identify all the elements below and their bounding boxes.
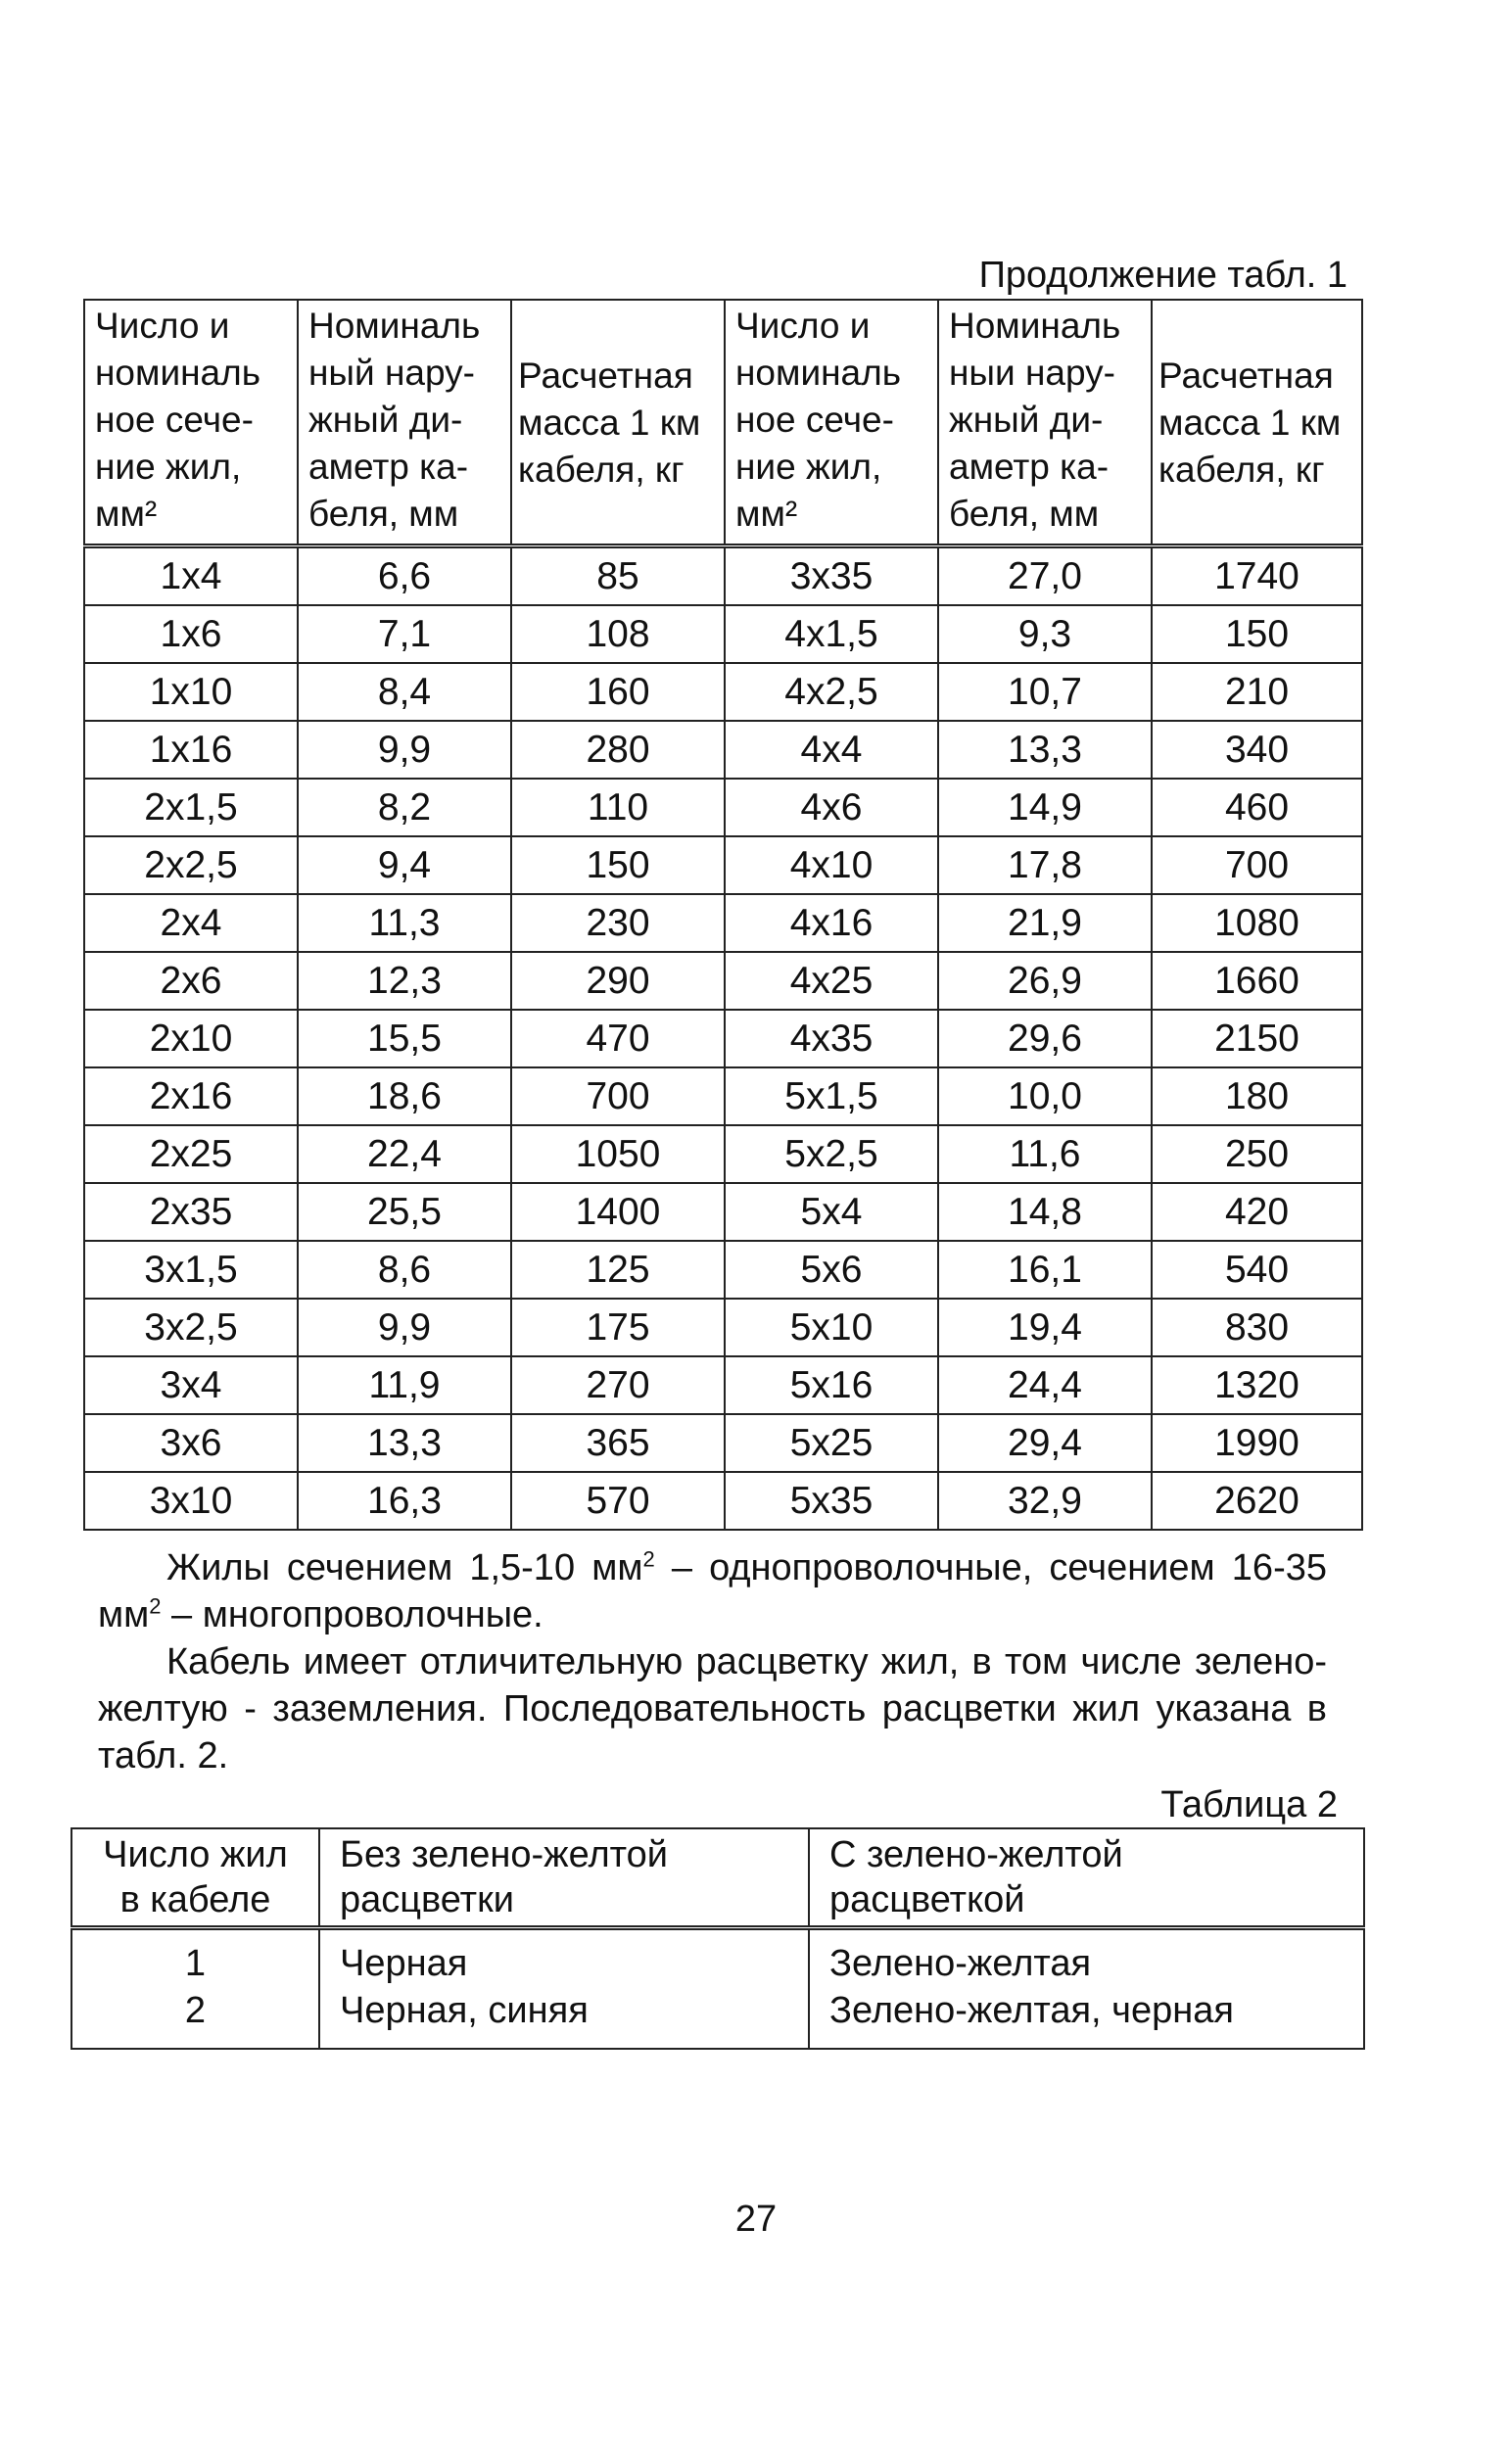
table-cell: Черная, синяя [319,1987,809,2049]
header-cores-section: Число и номиналь ное сече- ние жил, мм² [84,300,298,546]
table-cell: Зелено-желтая [809,1928,1364,1988]
table-cell: 21,9 [938,894,1152,952]
table-cell: 1x4 [84,546,298,606]
table-cell: 17,8 [938,836,1152,894]
table-cell: 29,4 [938,1414,1152,1472]
table-cell: 1 [71,1928,319,1988]
table-cell: 700 [511,1067,725,1125]
table-cell: 1320 [1152,1356,1362,1414]
table-cell: 175 [511,1299,725,1356]
table-cell: 1080 [1152,894,1362,952]
table-cell: 2x25 [84,1125,298,1183]
table-cell: 1740 [1152,546,1362,606]
table-row [84,779,1362,836]
table2-caption: Таблица 2 [1160,1784,1338,1825]
table-cell: 150 [511,836,725,894]
paragraph-cores [98,1544,1327,1638]
table-cell: 27,0 [938,546,1152,606]
table-cell: 9,3 [938,605,1152,663]
table-row [84,605,1362,663]
table-row [84,1414,1362,1472]
table-row [84,1067,1362,1125]
table-cell: 2x10 [84,1010,298,1067]
table-cell: 11,6 [938,1125,1152,1183]
table-row [84,546,1362,606]
table-row [84,663,1362,721]
table-cell: 3x2,5 [84,1299,298,1356]
table-cell: 32,9 [938,1472,1152,1530]
table-cell: 700 [1152,836,1362,894]
table-cell: 4x35 [725,1010,938,1067]
table-cell: 9,9 [298,1299,511,1356]
table-cell: 210 [1152,663,1362,721]
header-mass-2: Расчетная масса 1 км кабеля, кг [1152,300,1362,546]
table2-header-row [71,1828,1364,1928]
table-cell: 3x6 [84,1414,298,1472]
table-cell: 9,4 [298,836,511,894]
table-cell: 2x35 [84,1183,298,1241]
paragraph-cores-part3: – многопроволочные. [161,1594,543,1635]
table-row [84,1299,1362,1356]
table-cell: 10,0 [938,1067,1152,1125]
table-row [71,1928,1364,1988]
table-cell: 470 [511,1010,725,1067]
table-cell: 3x10 [84,1472,298,1530]
header-mass: Расчетная масса 1 км кабеля, кг [511,300,725,546]
table-cell: 11,9 [298,1356,511,1414]
table-cell: 2x6 [84,952,298,1010]
table-cell: 180 [1152,1067,1362,1125]
table-cell: 460 [1152,779,1362,836]
page-number: 27 [734,2199,778,2240]
table-cell: 25,5 [298,1183,511,1241]
paragraph-coloring-text: Кабель имеет отличительную расцветку жил, в том числе зелено-желтую - заземления. Последовательность расцветки жил указана в табл. 2. [98,1641,1327,1776]
table1-header-row [84,300,1362,546]
table-row [84,1472,1362,1530]
table-cell: 9,9 [298,721,511,779]
table-cell: 160 [511,663,725,721]
table-cell: 4x1,5 [725,605,938,663]
table-cell: 29,6 [938,1010,1152,1067]
table-cell: 10,7 [938,663,1152,721]
table-cell: 4x10 [725,836,938,894]
paragraph-cores-part2: – однопроволочные, сечением 16-35 мм [98,1547,1327,1635]
header-cores-section-2: Число и номиналь ное сече- ние жил, мм² [725,300,938,546]
table-cell: 365 [511,1414,725,1472]
header-with-green-yellow: С зелено-желтой расцветкой [809,1828,1364,1928]
table-cell: 4x2,5 [725,663,938,721]
table-row [84,1010,1362,1067]
table-cell: 5x10 [725,1299,938,1356]
table-cell: 13,3 [298,1414,511,1472]
table-cell: 5x25 [725,1414,938,1472]
table-cell: 1050 [511,1125,725,1183]
table-cell: 16,3 [298,1472,511,1530]
table-row [84,836,1362,894]
table-cell: 2 [71,1987,319,2049]
table-cell: 5x1,5 [725,1067,938,1125]
table-cell: 1660 [1152,952,1362,1010]
table-cell: 1990 [1152,1414,1362,1472]
header-outer-diameter-2: Номиналь ныи нару- жный ди- аметр ка- беля, мм [938,300,1152,546]
table-cell: 5x2,5 [725,1125,938,1183]
table-cell: 3x35 [725,546,938,606]
table-row [84,721,1362,779]
table1-caption: Продолжение табл. 1 [978,255,1347,296]
table-cell: 13,3 [938,721,1152,779]
table-cell: 570 [511,1472,725,1530]
table-cell: 4x16 [725,894,938,952]
table-row [84,1241,1362,1299]
table-cell: 18,6 [298,1067,511,1125]
table-row [71,1987,1364,2049]
table-cell: 108 [511,605,725,663]
table-cell: 1400 [511,1183,725,1241]
table-cell: 5x4 [725,1183,938,1241]
table-cell: 2x4 [84,894,298,952]
table-cell: 5x6 [725,1241,938,1299]
table-cell: 3x4 [84,1356,298,1414]
table-cell: 2150 [1152,1010,1362,1067]
table-cell: 150 [1152,605,1362,663]
table-cell: 250 [1152,1125,1362,1183]
table-cell: 4x6 [725,779,938,836]
table-cell: 2620 [1152,1472,1362,1530]
table-cell: 11,3 [298,894,511,952]
table-cell: 7,1 [298,605,511,663]
table-cell: 8,4 [298,663,511,721]
table-cell: 85 [511,546,725,606]
table-row [84,1356,1362,1414]
table-cell: 12,3 [298,952,511,1010]
table-cell: Зелено-желтая, черная [809,1987,1364,2049]
table-cell: 15,5 [298,1010,511,1067]
table-cell: 540 [1152,1241,1362,1299]
table-cell: 230 [511,894,725,952]
table-cell: 2x1,5 [84,779,298,836]
table-cell: 4x4 [725,721,938,779]
table-cell: 5x16 [725,1356,938,1414]
table-cell: 280 [511,721,725,779]
table-cell: 14,9 [938,779,1152,836]
table-row [84,1183,1362,1241]
table-row [84,952,1362,1010]
header-core-count: Число жил в кабеле [71,1828,319,1928]
table-cell: 26,9 [938,952,1152,1010]
paragraph-cores-part1: Жилы сечением 1,5-10 мм [166,1547,643,1588]
table-cell: 290 [511,952,725,1010]
table-row [84,1125,1362,1183]
table-cell: 110 [511,779,725,836]
paragraph-coloring [98,1638,1327,1779]
table-cell: 1x6 [84,605,298,663]
core-coloring-table [71,1827,1365,2050]
header-outer-diameter: Номиналь ный нару- жный ди- аметр ка- беля, мм [298,300,511,546]
table-cell: 125 [511,1241,725,1299]
superscript: 2 [642,1546,655,1572]
superscript: 2 [149,1593,162,1619]
table-cell: 3x1,5 [84,1241,298,1299]
table-cell: 6,6 [298,546,511,606]
table-cell: Черная [319,1928,809,1988]
table-cell: 8,2 [298,779,511,836]
table-cell: 270 [511,1356,725,1414]
table-row [84,894,1362,952]
table-cell: 8,6 [298,1241,511,1299]
table-cell: 14,8 [938,1183,1152,1241]
table-cell: 5x35 [725,1472,938,1530]
table-cell: 2x16 [84,1067,298,1125]
table-cell: 830 [1152,1299,1362,1356]
table-cell: 340 [1152,721,1362,779]
table-cell: 22,4 [298,1125,511,1183]
table-cell: 420 [1152,1183,1362,1241]
table-cell: 4x25 [725,952,938,1010]
table-cell: 1x16 [84,721,298,779]
table-cell: 16,1 [938,1241,1152,1299]
table-cell: 24,4 [938,1356,1152,1414]
table-cell: 19,4 [938,1299,1152,1356]
header-without-green-yellow: Без зелено-желтой расцветки [319,1828,809,1928]
cable-parameters-table [83,299,1363,1531]
table-cell: 1x10 [84,663,298,721]
table-cell: 2x2,5 [84,836,298,894]
